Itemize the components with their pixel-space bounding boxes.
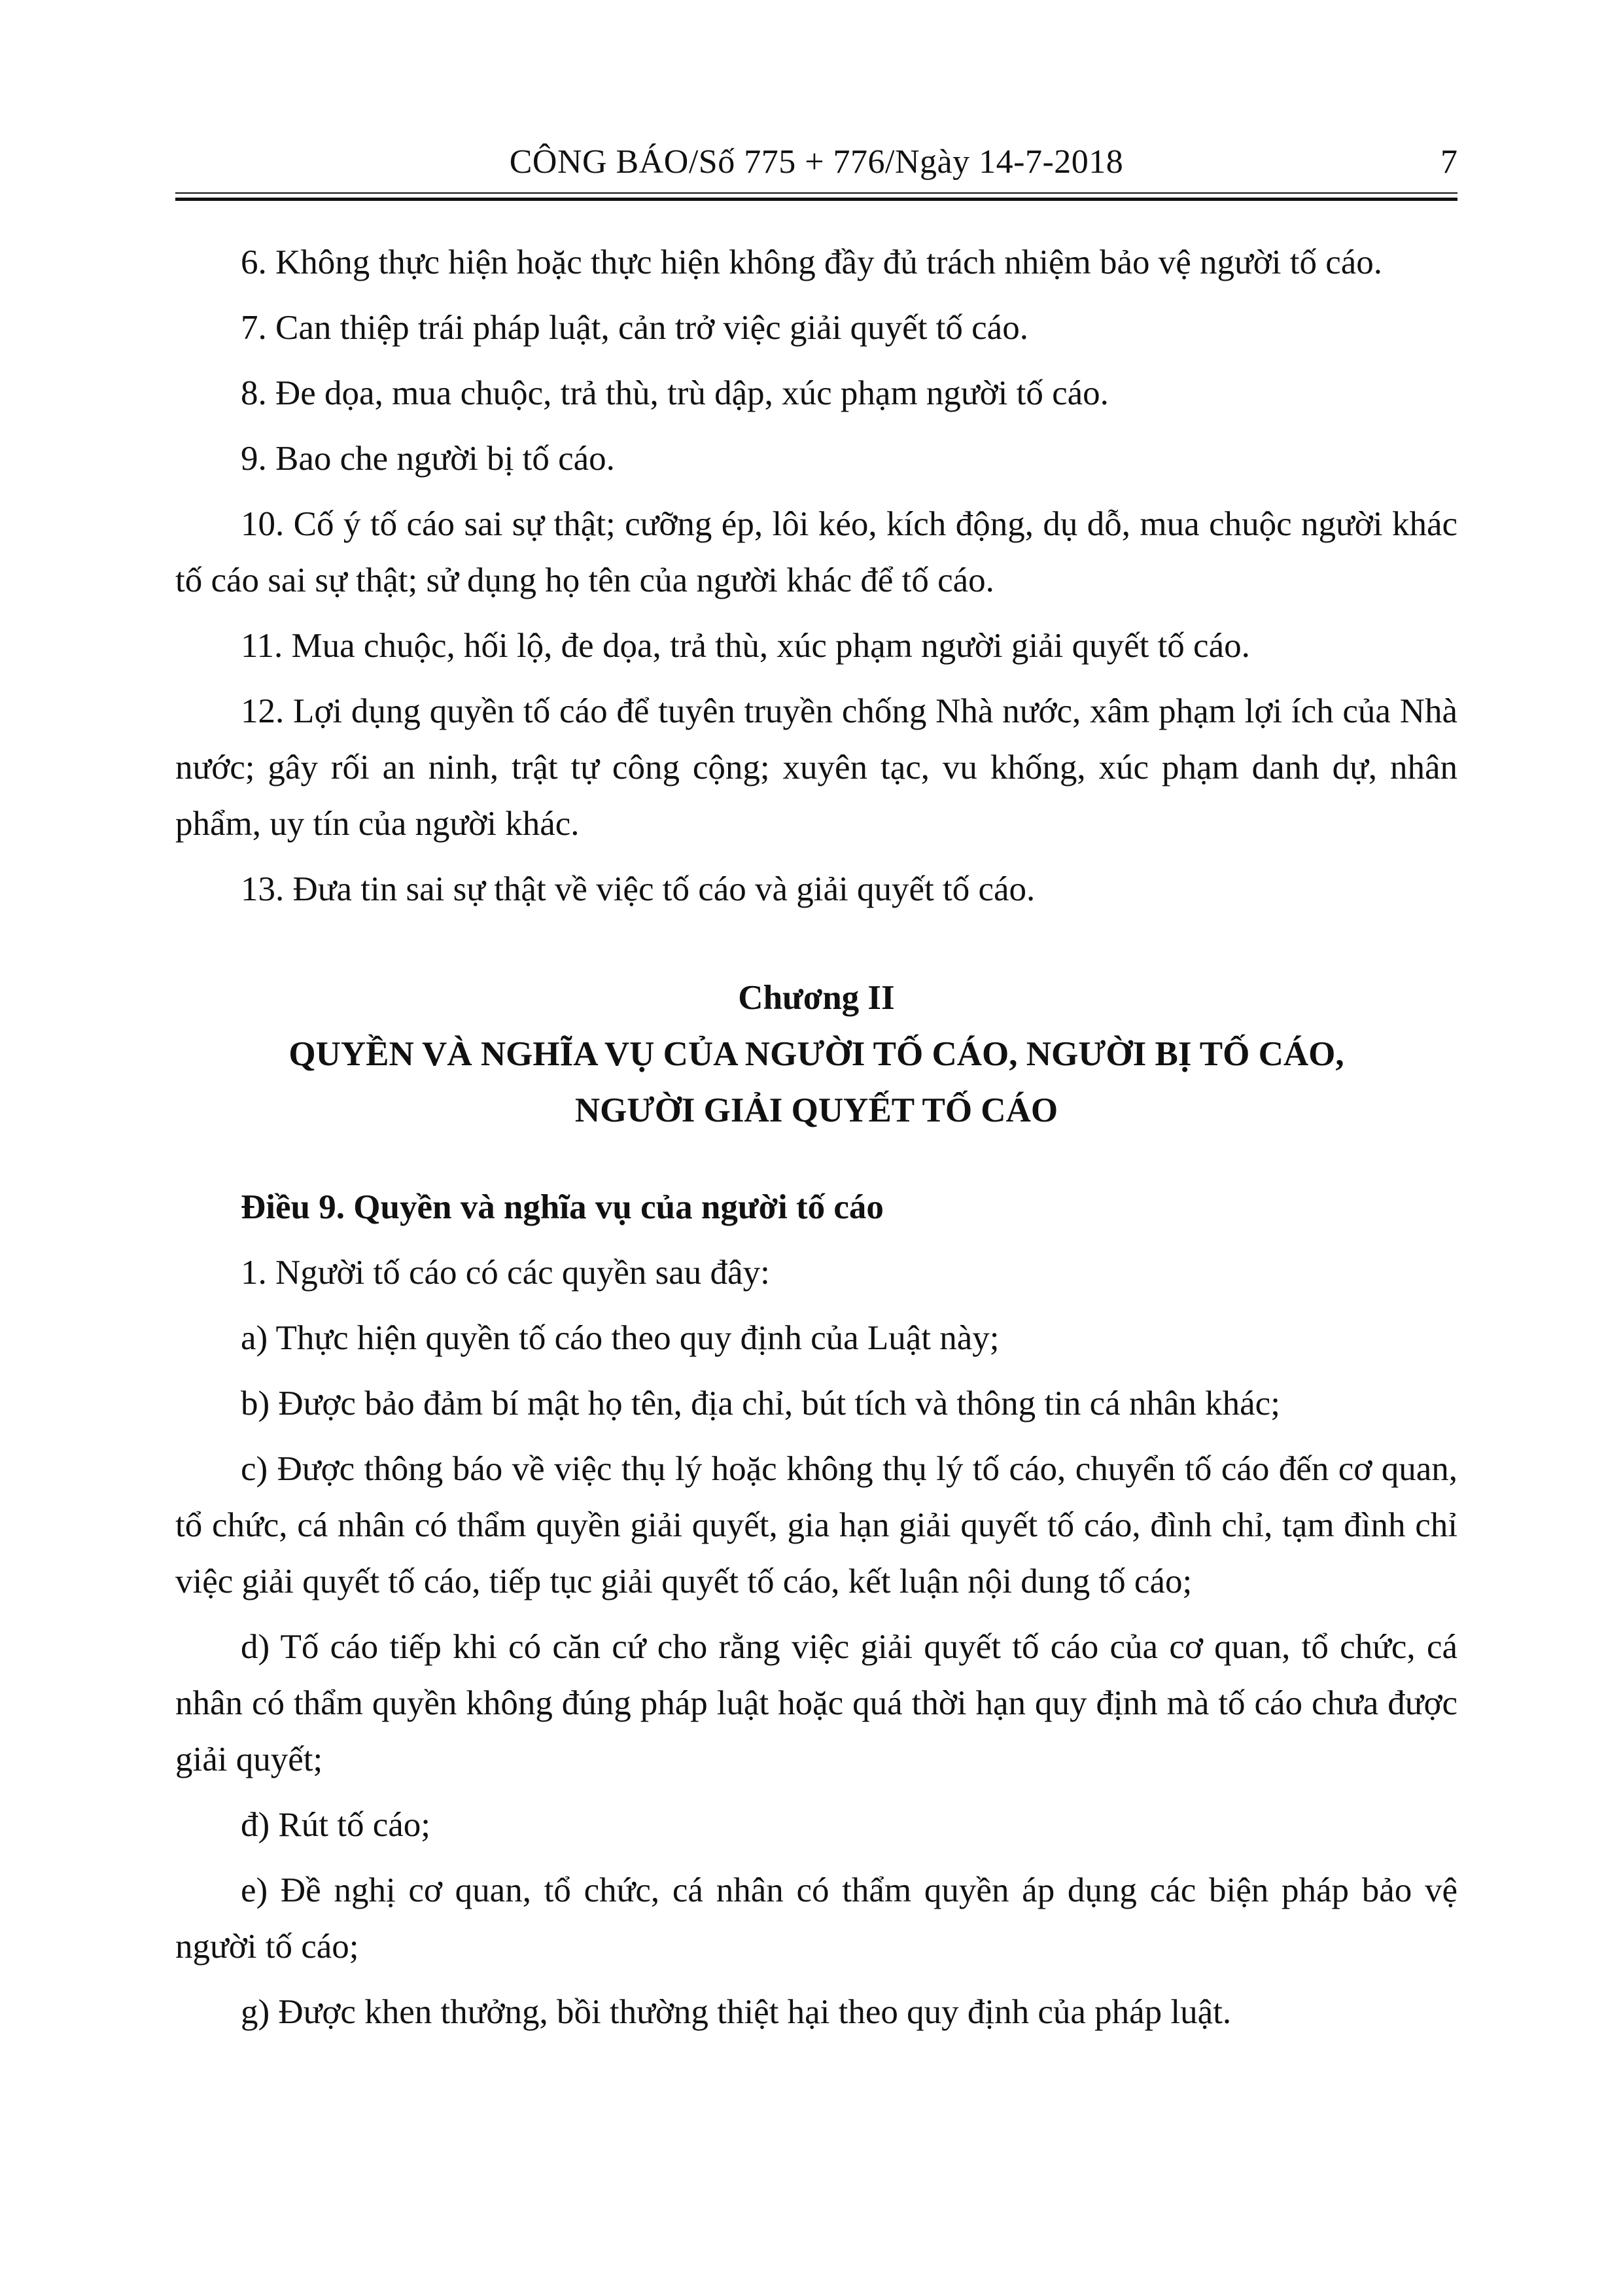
- header-rule-thin: [175, 192, 1457, 194]
- list-item: 12. Lợi dụng quyền tố cáo để tuyên truyền chống Nhà nước, xâm phạm lợi ích của Nhà nước; gây rối an ninh, trật tự công cộng; xuyên tạc, vu khống, xúc phạm danh dự, nhân phẩm, uy tín của người khác.: [175, 692, 1457, 843]
- list-item: 9. Bao che người bị tố cáo.: [241, 440, 615, 478]
- article-paragraph: d) Tố cáo tiếp khi có căn cứ cho rằng việc giải quyết tố cáo của cơ quan, tổ chức, cá nhân có thẩm quyền không đúng pháp luật hoặc quá thời hạn quy định mà tố cáo chưa được giải quyết;: [175, 1628, 1457, 1778]
- header-rule-thick: [175, 198, 1457, 201]
- article-paragraph: 1. Người tố cáo có các quyền sau đây:: [241, 1254, 770, 1292]
- chapter-label: Chương II: [738, 979, 895, 1017]
- article-heading: Điều 9. Quyền và nghĩa vụ của người tố cáo: [241, 1188, 884, 1226]
- article-paragraph: a) Thực hiện quyền tố cáo theo quy định của Luật này;: [241, 1319, 1000, 1357]
- list-item: 8. Đe dọa, mua chuộc, trả thù, trù dập, xúc phạm người tố cáo.: [241, 374, 1109, 412]
- chapter-title-line-1: QUYỀN VÀ NGHĨA VỤ CỦA NGƯỜI TỐ CÁO, NGƯỜI BỊ TỐ CÁO,: [288, 1035, 1344, 1073]
- list-item: 6. Không thực hiện hoặc thực hiện không đầy đủ trách nhiệm bảo vệ người tố cáo.: [241, 243, 1382, 281]
- header-title: CÔNG BÁO/Số 775 + 776/Ngày 14-7-2018: [509, 143, 1124, 181]
- article-paragraph: g) Được khen thưởng, bồi thường thiệt hại theo quy định của pháp luật.: [241, 1993, 1232, 2031]
- list-item: 7. Can thiệp trái pháp luật, cản trở việc giải quyết tố cáo.: [241, 309, 1028, 347]
- chapter-title-line-2: NGƯỜI GIẢI QUYẾT TỐ CÁO: [574, 1091, 1058, 1129]
- page-number: 7: [1440, 143, 1457, 181]
- page-header: [175, 139, 1457, 198]
- article-paragraph: đ) Rút tố cáo;: [241, 1806, 430, 1844]
- page-content: [175, 234, 1457, 2049]
- article-paragraph: c) Được thông báo về việc thụ lý hoặc không thụ lý tố cáo, chuyển tố cáo đến cơ quan, tổ chức, cá nhân có thẩm quyền giải quyết, gia hạn giải quyết tố cáo, đình chỉ, tạm đình chỉ việc giải quyết tố cáo, tiếp tục giải quyết tố cáo, kết luận nội dung tố cáo;: [175, 1450, 1457, 1600]
- list-item: 13. Đưa tin sai sự thật về việc tố cáo và giải quyết tố cáo.: [241, 870, 1036, 908]
- article-paragraph: e) Đề nghị cơ quan, tổ chức, cá nhân có thẩm quyền áp dụng các biện pháp bảo vệ người tố cáo;: [175, 1871, 1457, 1966]
- list-item: 11. Mua chuộc, hối lộ, đe dọa, trả thù, xúc phạm người giải quyết tố cáo.: [241, 627, 1250, 665]
- list-item: 10. Cố ý tố cáo sai sự thật; cưỡng ép, lôi kéo, kích động, dụ dỗ, mua chuộc người khác tố cáo sai sự thật; sử dụng họ tên của người khác để tố cáo.: [175, 505, 1457, 599]
- article-paragraph: b) Được bảo đảm bí mật họ tên, địa chỉ, bút tích và thông tin cá nhân khác;: [241, 1385, 1280, 1422]
